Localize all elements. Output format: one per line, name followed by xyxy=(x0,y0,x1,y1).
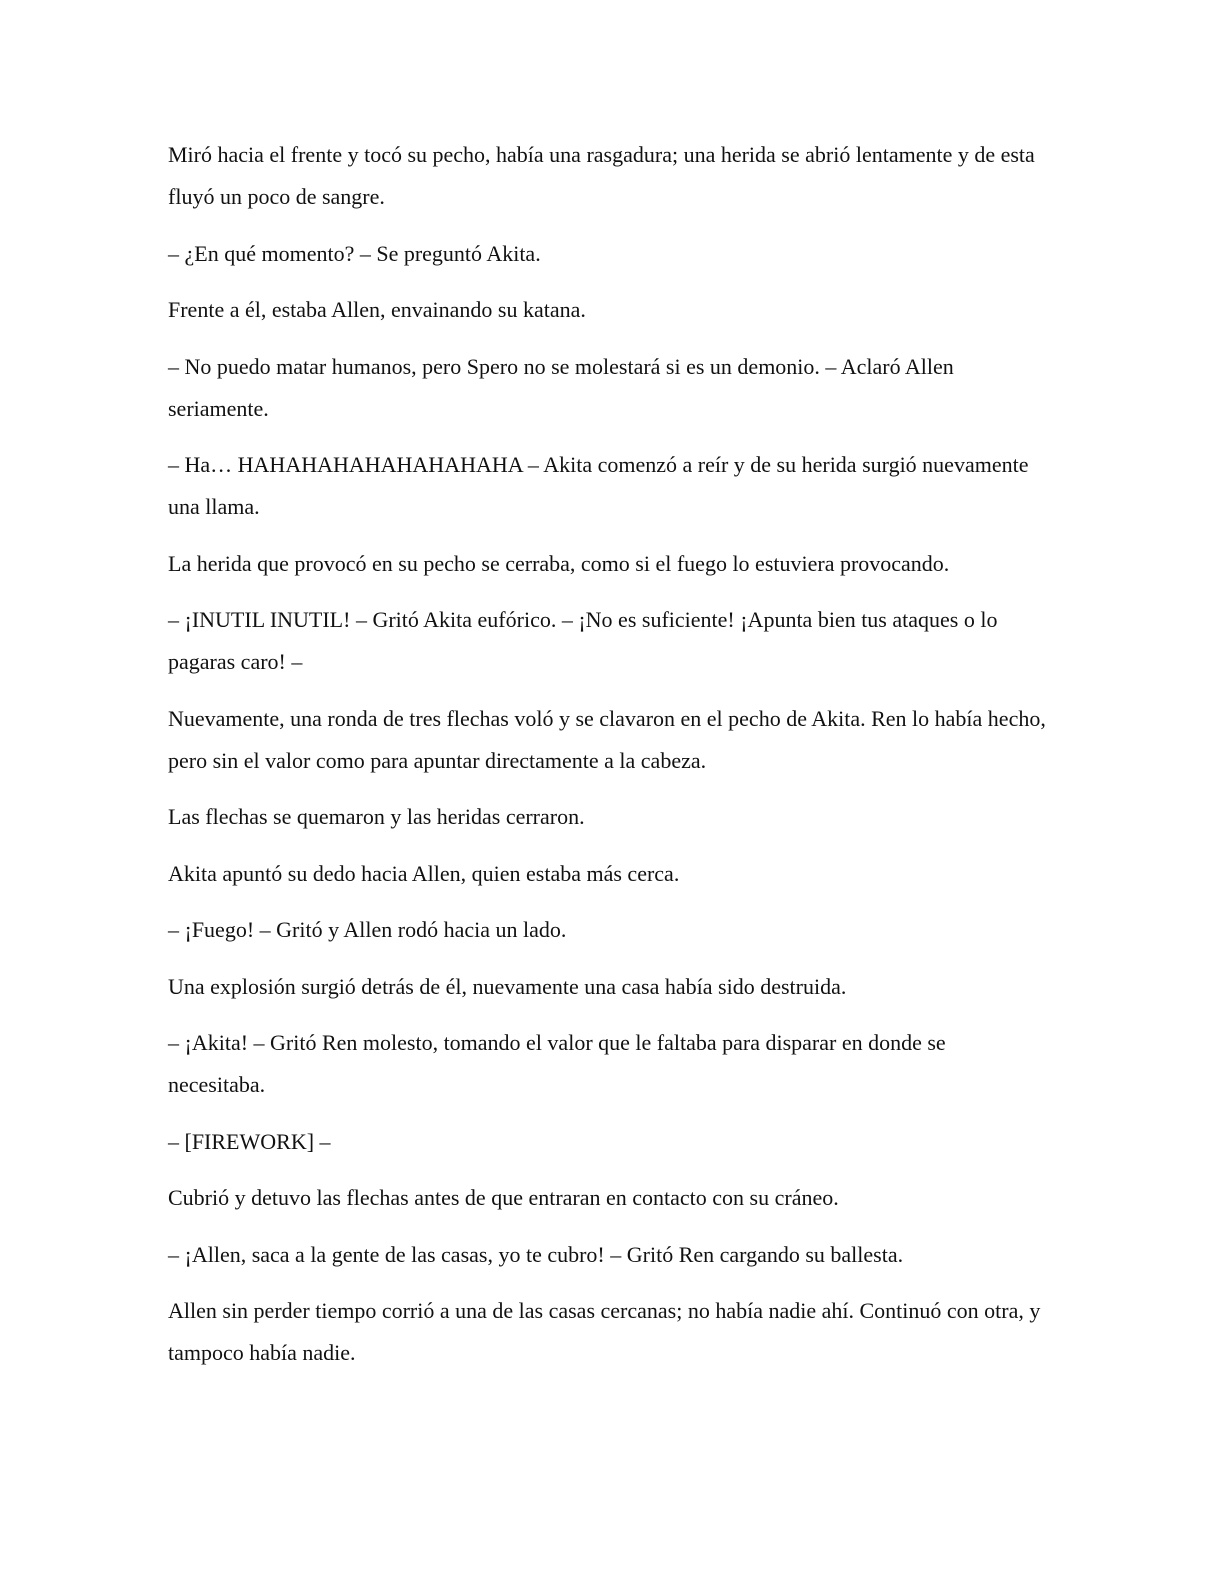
paragraph-14: – [FIREWORK] – xyxy=(168,1128,331,1154)
paragraph-10: Akita apuntó su dedo hacia Allen, quien estaba más cerca. xyxy=(168,860,680,886)
document-page xyxy=(168,134,1048,1389)
paragraph-3: Frente a él, estaba Allen, envainando su katana. xyxy=(168,297,586,322)
paragraph-13: – ¡Akita! – Gritó Ren molesto, tomando el valor que le faltaba para disparar en donde se necesitaba. xyxy=(168,1030,946,1097)
paragraph-12: Una explosión surgió detrás de él, nuevamente una casa había sido destruida. xyxy=(168,973,847,999)
paragraph-17: Allen sin perder tiempo corrió a una de las casas cercanas; no había nadie ahí. Continuó con otra, y tampoco había nadie. xyxy=(168,1298,1041,1365)
paragraph-11: – ¡Fuego! – Gritó y Allen rodó hacia un lado. xyxy=(168,917,567,942)
paragraph-5: – Ha… HAHAHAHAHAHAHAHAHA – Akita comenzó a reír y de su herida surgió nuevamente una llama. xyxy=(168,452,1029,519)
paragraph-8: Nuevamente, una ronda de tres flechas voló y se clavaron en el pecho de Akita. Ren lo había hecho, pero sin el valor como para apuntar directamente a la cabeza. xyxy=(168,705,1046,773)
paragraph-1: Miró hacia el frente y tocó su pecho, había una rasgadura; una herida se abrió lentamente y de esta fluyó un poco de sangre. xyxy=(168,142,1035,209)
paragraph-6: La herida que provocó en su pecho se cerraba, como si el fuego lo estuviera provocando. xyxy=(168,550,950,576)
paragraph-2: – ¿En qué momento? – Se preguntó Akita. xyxy=(168,240,541,266)
paragraph-15: Cubrió y detuvo las flechas antes de que entraran en contacto con su cráneo. xyxy=(168,1185,839,1210)
paragraph-7: – ¡INUTIL INUTIL! – Gritó Akita eufórico. – ¡No es suficiente! ¡Apunta bien tus ataques o lo pagaras caro! – xyxy=(168,607,998,674)
paragraph-4: – No puedo matar humanos, pero Spero no se molestará si es un demonio. – Aclaró Allen seriamente. xyxy=(168,353,954,421)
paragraph-9: Las flechas se quemaron y las heridas cerraron. xyxy=(168,804,585,829)
paragraph-16: – ¡Allen, saca a la gente de las casas, yo te cubro! – Gritó Ren cargando su ballesta. xyxy=(168,1241,904,1267)
